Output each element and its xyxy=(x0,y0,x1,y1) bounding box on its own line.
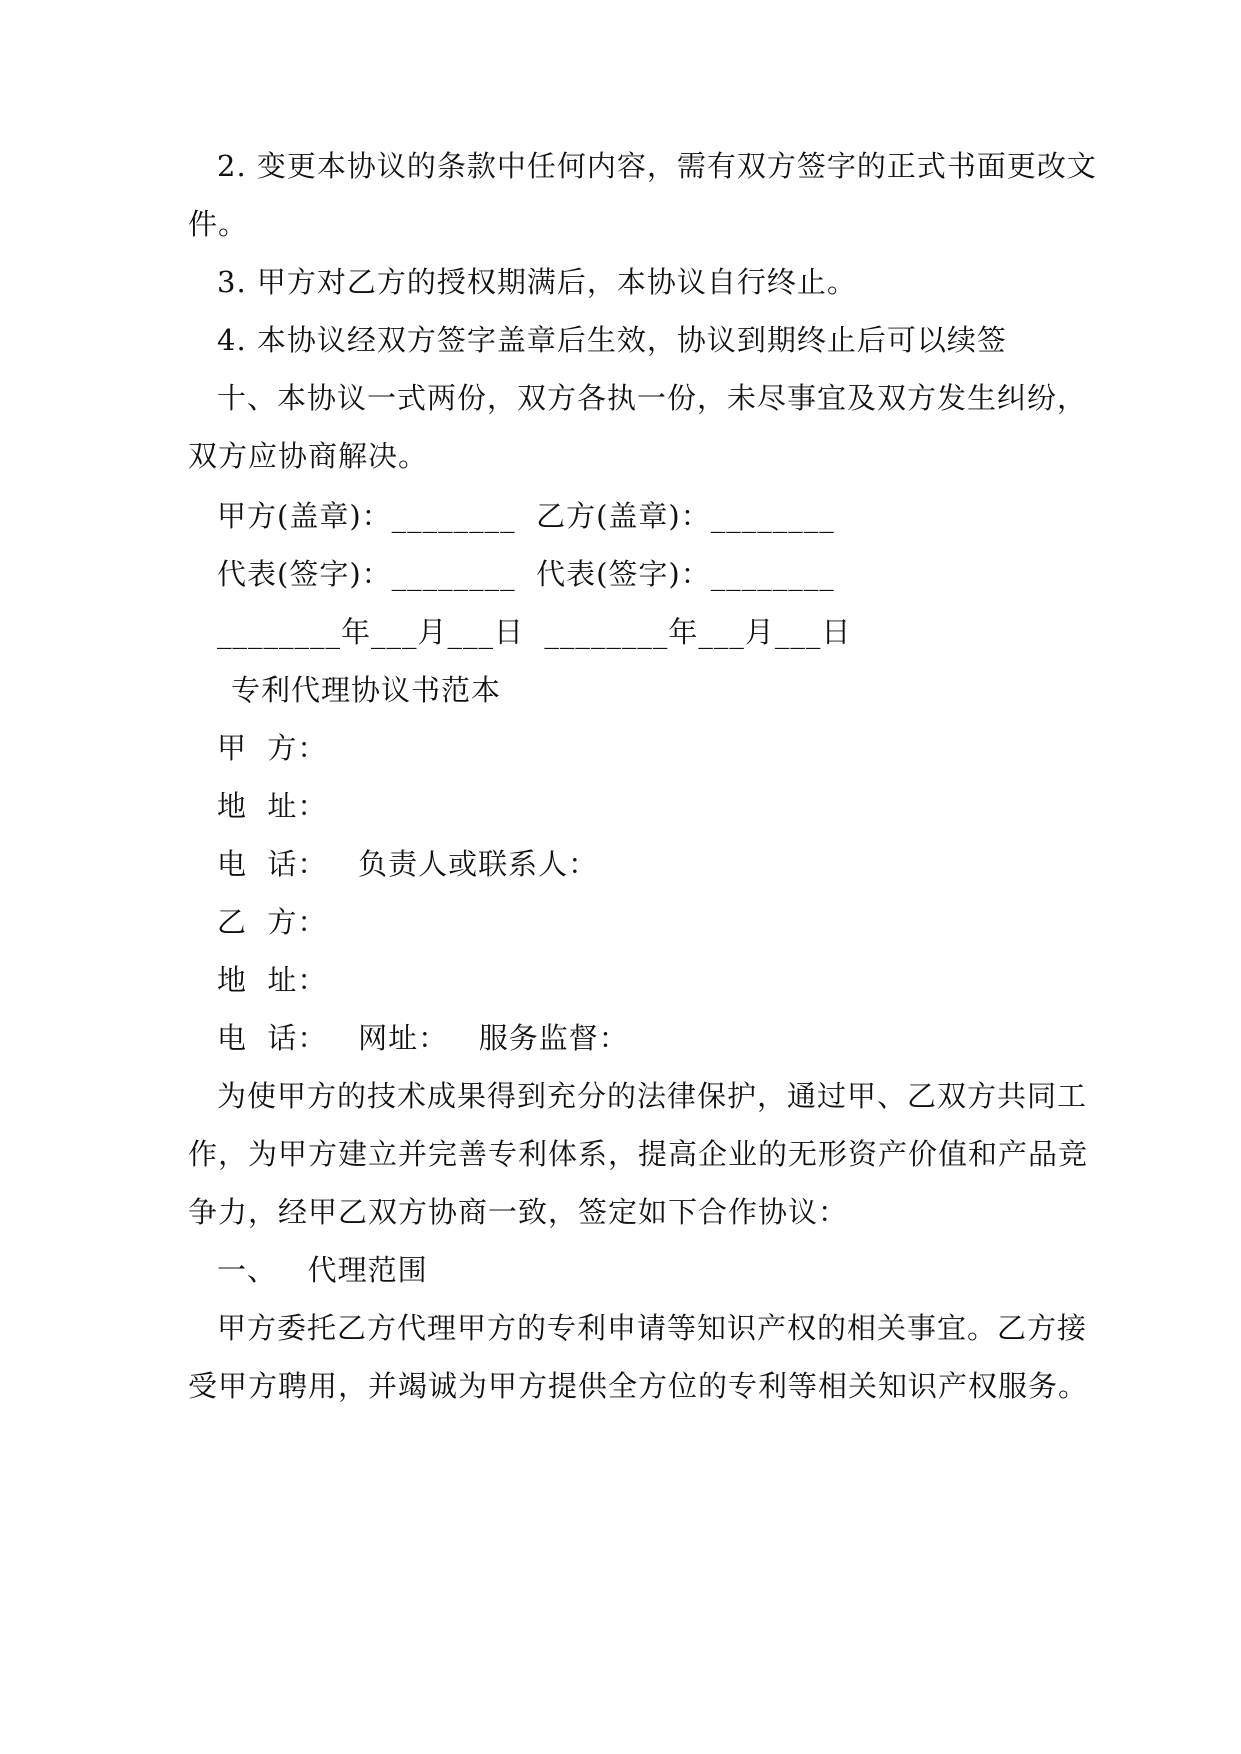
party-a-phone: 电 话： 负责人或联系人： xyxy=(217,847,599,881)
party-a-address: 地 址： xyxy=(217,789,328,823)
section-10-line-2: 双方应协商解决。 xyxy=(188,439,429,473)
section-10-line-1: 十、本协议一式两份，双方各执一份，未尽事宜及双方发生纠纷， xyxy=(217,381,1088,415)
section-1-line-2: 受甲方聘用，并竭诚为甲方提供全方位的专利等相关知识产权服务。 xyxy=(188,1369,1089,1403)
party-a-label: 甲 方： xyxy=(217,731,328,765)
party-b-label: 乙 方： xyxy=(217,905,328,939)
date-line: ________年___月___日 ________年___月___日 xyxy=(217,615,852,649)
clause-2-line-2: 件。 xyxy=(188,207,249,241)
clause-3: 3. 甲方对乙方的授权期满后，本协议自行终止。 xyxy=(217,265,857,299)
clause-4: 4. 本协议经双方签字盖章后生效，协议到期终止后可以续签 xyxy=(217,323,1007,357)
clause-2-line-1: 2. 变更本协议的条款中任何内容，需有双方签字的正式书面更改文 xyxy=(217,149,1097,183)
party-b-address: 地 址： xyxy=(217,963,328,997)
preamble-line-1: 为使甲方的技术成果得到充分的法律保护，通过甲、乙双方共同工 xyxy=(217,1079,1088,1113)
preamble-line-2: 作，为甲方建立并完善专利体系，提高企业的无形资产价值和产品竞 xyxy=(188,1137,1089,1171)
signature-line: 代表(签字)：________ 代表(签字)：________ xyxy=(217,557,835,591)
seal-line: 甲方(盖章)：________ 乙方(盖章)：________ xyxy=(217,499,835,533)
section-1-line-1: 甲方委托乙方代理甲方的专利申请等知识产权的相关事宜。乙方接 xyxy=(217,1311,1088,1345)
preamble-line-3: 争力，经甲乙双方协商一致，签定如下合作协议： xyxy=(188,1195,849,1229)
party-b-phone: 电 话： 网址： 服务监督： xyxy=(217,1021,629,1055)
template-title: 专利代理协议书范本 xyxy=(231,673,502,707)
section-1-heading: 一、 代理范围 xyxy=(217,1253,428,1287)
